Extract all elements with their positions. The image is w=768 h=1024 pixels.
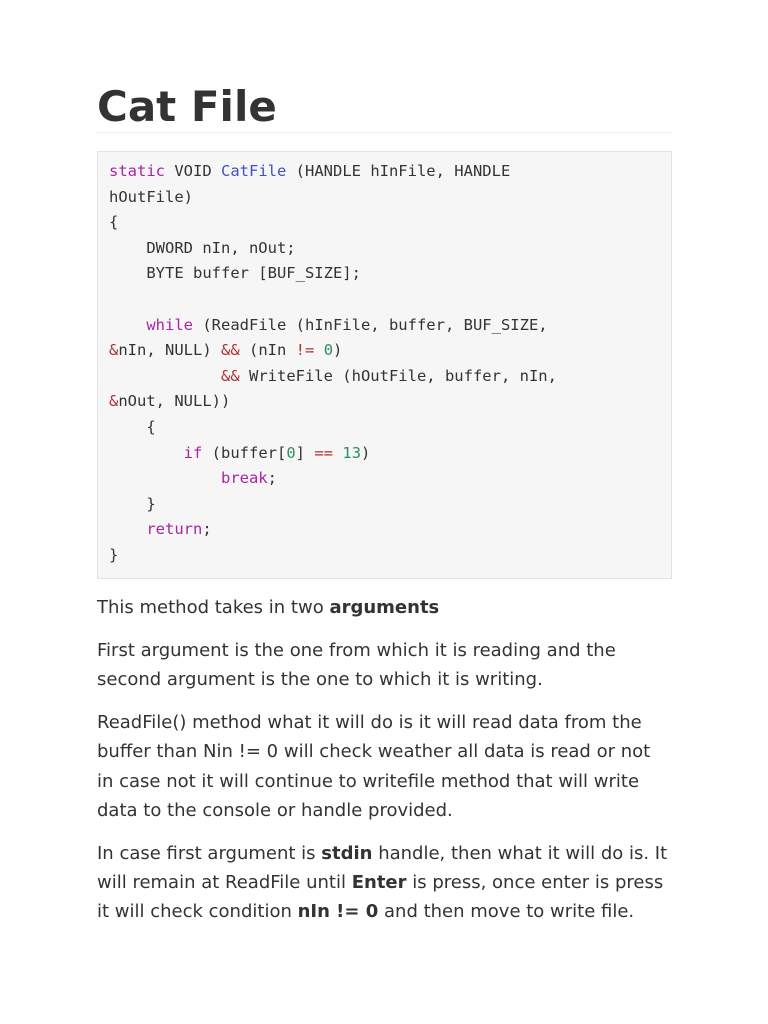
code-token: [314, 341, 323, 359]
code-token: ;: [202, 520, 212, 539]
code-token: (nIn: [239, 341, 296, 360]
code-token: &&: [220, 366, 240, 385]
paragraph-text: In case first argument is: [97, 842, 322, 864]
code-token: ;: [267, 469, 277, 488]
code-line: }: [109, 494, 156, 513]
paragraph-stdin: [97, 839, 672, 927]
bold-term: nIn != 0: [297, 901, 379, 923]
code-token: ]: [295, 443, 315, 462]
code-token: ): [361, 443, 371, 462]
code-token: nIn, NULL): [118, 341, 221, 360]
bold-term: Enter: [351, 872, 407, 894]
code-token: 0: [323, 341, 334, 360]
code-block: [97, 151, 672, 579]
code-token: while: [146, 315, 193, 334]
code-token: CatFile: [221, 162, 287, 180]
code-token: &&: [221, 341, 240, 360]
article: [97, 82, 672, 927]
code-token: return: [146, 520, 203, 539]
code-token: static: [109, 162, 165, 180]
code-line: hOutFile): [109, 187, 193, 206]
code-token: [109, 469, 221, 487]
page-title: Cat File: [97, 82, 672, 133]
code-token: ==: [314, 443, 334, 462]
code-token: [109, 444, 184, 462]
code-line: {: [109, 213, 119, 232]
code-token: [333, 444, 342, 462]
code-token: !=: [295, 341, 315, 360]
code-token: WriteFile (hOutFile, buffer, nIn,: [239, 366, 557, 385]
code-token: (buffer[: [202, 443, 287, 462]
code-line: BYTE buffer [BUF_SIZE];: [109, 264, 361, 283]
code-token: (HANDLE hInFile, HANDLE: [286, 162, 511, 180]
code-token: [109, 316, 146, 334]
code-token: 0: [286, 443, 296, 462]
code-token: [109, 520, 146, 538]
paragraph-text: and then move to write file.: [378, 901, 635, 923]
code-token: break: [220, 469, 268, 488]
code-token: if: [183, 443, 203, 462]
code-token: (ReadFile (hInFile, buffer, BUF_SIZE,: [193, 315, 548, 334]
bold-term: arguments: [329, 596, 440, 618]
code-token: &: [109, 392, 119, 411]
paragraph-text: This method takes in two: [97, 596, 330, 618]
code-line: DWORD nIn, nOut;: [109, 238, 296, 257]
paragraph-arguments: First argument is the one from which it is reading and the second argument is the one to which it is writing.: [97, 639, 616, 690]
code-line: }: [109, 545, 119, 564]
code-line: {: [109, 417, 156, 436]
code-token: [109, 367, 221, 385]
paragraph-text: is press, once enter is press it will check condition: [97, 872, 664, 923]
code-token: &: [109, 341, 119, 360]
bold-term: stdin: [321, 842, 373, 864]
code-token: 13: [342, 443, 362, 462]
paragraph-intro: [97, 593, 672, 622]
code-token: ): [333, 341, 343, 360]
paragraph-text: handle, then what it will do is. It will remain at ReadFile until: [97, 842, 668, 894]
paragraph-readfile: ReadFile() method what it will do is it will read data from the buffer than Nin != 0 will check weather all data is read or not in case not it will continue to writefile method that will write data to the console or handle provided.: [97, 712, 651, 821]
code-token: nOut, NULL)): [118, 392, 231, 411]
code-token: VOID: [165, 162, 221, 180]
